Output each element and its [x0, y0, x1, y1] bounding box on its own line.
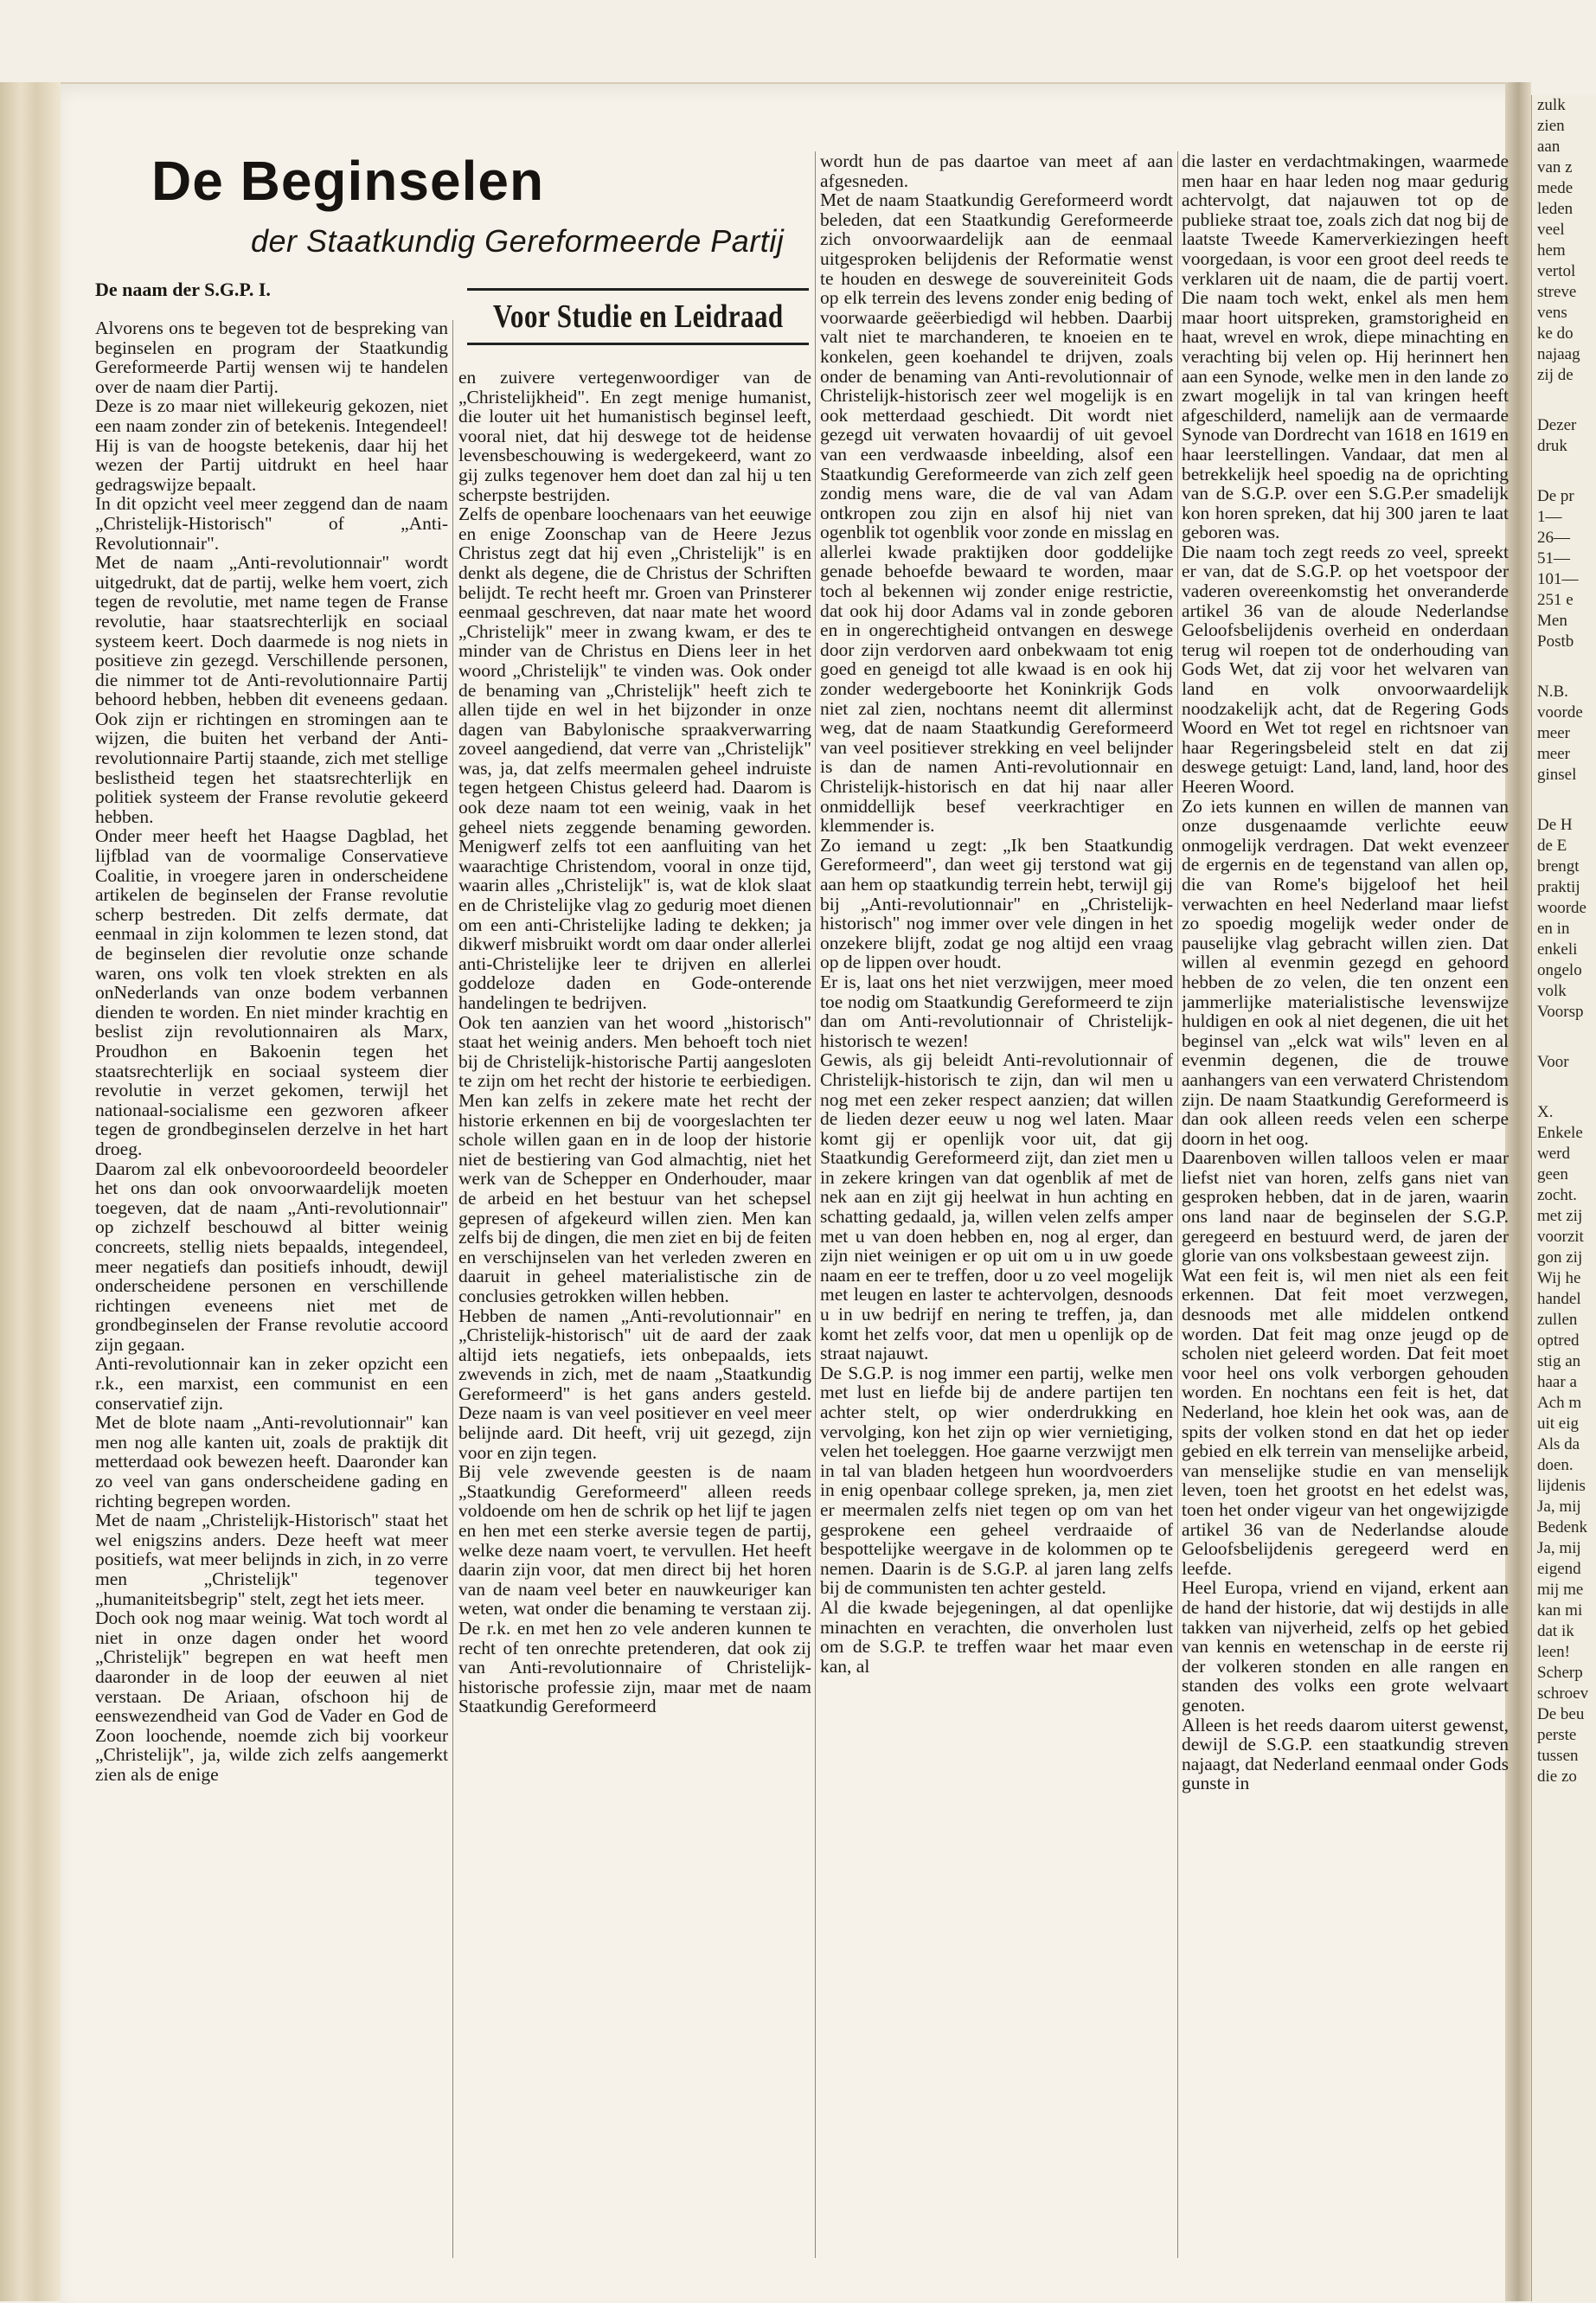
text-fragment: najaag [1537, 345, 1580, 363]
paragraph: Deze is zo maar niet willekeurig gekozen, niet een naam zonder zin of betekenis. Integendeel! Hij is van de hoogste betekenis, daar hij het wezen der Partij uitdrukt en heel haar gedragswijze bepaalt. [95, 395, 448, 495]
text-fragment: Wij he [1537, 1269, 1581, 1287]
paragraph: Daarom zal elk onbevooroordeeld beoordeler het ons dan ook onvoorwaardelijk moeten toegeven, dat de naam „Anti-revolutionnair" op zichzelf beschouwd al bitter weinig concreets, stellig niets bepaalds, integendeel, meer negatiefs dan positiefs inhoudt, dewijl onderscheidene personen en verschillende richtingen eveneens niet met de grondbeginselen der Franse revolutie accoord zijn gegaan. [95, 1158, 448, 1355]
section-heading: De naam der S.G.P. I. [95, 279, 271, 300]
page-gutter [1505, 82, 1531, 2301]
article-title: De Beginselen [151, 150, 545, 212]
text-fragment: Enkele [1537, 1124, 1583, 1142]
fragment-gap [1532, 386, 1596, 415]
text-fragment: hem [1537, 241, 1566, 260]
paragraph: en zuivere vertegenwoordiger van de „Christelijkheid". En zegt menige humanist, die louter uit het humanistisch beginsel leeft, vooral niet, dat hij deswege tot de heidense levensbeschouwing is wedergekeerd, want zo gij zulks tegenover hem doet dan zal hij u ten scherpste bestrijden. [458, 368, 811, 505]
paragraph: wordt hun de pas daartoe van meet af aan afgesneden. [820, 151, 1173, 191]
column-divider [1177, 151, 1178, 2258]
text-fragment: meer [1537, 724, 1570, 742]
text-fragment: Bedenk [1537, 1518, 1588, 1536]
text-fragment: Als da [1537, 1435, 1580, 1453]
text-fragment: N.B. [1537, 683, 1568, 701]
text-fragment: De H [1537, 816, 1573, 834]
paragraph: In dit opzicht veel meer zeggend dan de naam „Christelijk-Historisch" of „Anti-Revolutionnair". [95, 493, 448, 554]
text-fragment: met zij [1537, 1207, 1583, 1225]
text-fragment: vertol [1537, 262, 1576, 280]
text-fragment: druk [1537, 437, 1567, 455]
text-fragment: voorde [1537, 703, 1583, 722]
text-fragment: tussen [1537, 1747, 1579, 1765]
text-fragment: Men [1537, 612, 1567, 630]
text-fragment: leden [1537, 200, 1574, 218]
text-fragment: ongelo [1537, 961, 1582, 979]
text-fragment: doen. [1537, 1456, 1574, 1474]
text-fragment: Ach m [1537, 1394, 1582, 1412]
text-fragment: perste [1537, 1726, 1577, 1744]
paragraph: Met de naam „Christelijk-Historisch" staat het wel enigszins anders. Deze heeft wat meer positiefs, wat meer belijnds in zich, in zo verre men „Christelijk" tegenover „humaniteitsbegrip" stelt, zegt het iets meer. [95, 1510, 448, 1609]
text-fragment: mij me [1537, 1581, 1584, 1599]
text-fragment: Postb [1537, 632, 1574, 651]
text-fragment: zocht. [1537, 1186, 1577, 1204]
text-fragment: 101— [1537, 570, 1579, 588]
text-fragment: kan mi [1537, 1601, 1583, 1620]
paragraph: Bij vele zwevende geesten is de naam „Staatkundig Gereformeerd" alleen reeds voldoende om hen de schrik op het lijf te jagen en hen met een sterke aversie tegen de partij, welke deze naam voert, te vervullen. Het heeft daarin zijn voor, dat men direct bij het horen van de naam veel beter en nauwkeuriger kan weten, wat onder die benaming te verstaan zij. De r.k. en met hen zo vele anderen kunnen te recht of ten onrechte pretenderen, dat ook zij van Anti-revolutionnaire of Christelijk-historische professie zijn, maar met de naam Staatkundig Gereformeerd [458, 1461, 811, 1717]
text-fragment: meer [1537, 745, 1570, 763]
paragraph: Daarenboven willen talloos velen er maar liefst niet van horen, zelfs gans niet van gesproken hebben, dat in de jaren, waarin ons land naar de beginselen der S.G.P. geregeerd en bestuurd werd, de jaren der glorie van ons volksbestaan geweest zijn. [1182, 1147, 1509, 1267]
paragraph: Alvorens ons te begeven tot de bespreking van beginselen en program der Staatkundig Gereformeerde Partij wensen wij te handelen over de naam dier Partij. [95, 318, 448, 397]
text-fragment: haar a [1537, 1373, 1577, 1391]
text-fragment: zullen [1537, 1311, 1578, 1329]
text-fragment: schroev [1537, 1684, 1589, 1703]
text-fragment: lijdenis [1537, 1477, 1586, 1495]
text-fragment: De pr [1537, 487, 1574, 505]
text-fragment: De beu [1537, 1705, 1585, 1723]
text-fragment: veel [1537, 221, 1565, 239]
text-fragment: 251 e [1537, 591, 1574, 609]
text-fragment: enkeli [1537, 940, 1578, 959]
column-divider [815, 151, 816, 2258]
paragraph: Met de blote naam „Anti-revolutionnair" kan men nog alle kanten uit, zoals de praktijk dit metterdaad ook bewezen heeft. Daaronder kan zo veel van gans onderscheidene gading en richting begrepen worden. [95, 1412, 448, 1511]
text-fragment: X. [1537, 1103, 1554, 1121]
text-fragment: en in [1537, 920, 1570, 938]
book-spine [0, 82, 61, 2301]
text-fragment: brengt [1537, 857, 1580, 876]
paragraph: Zo iemand u zegt: „Ik ben Staatkundig Gereformeerd", dan weet gij terstond wat gij aan hem op staatkundig terrein hebt, terwijl gij bij „Anti-revolutionnair" en „Christelijk-historisch" nog immer over vele dingen in het onzekere blijft, zodat ge nog altijd een vraag op de lippen over houdt. [820, 834, 1173, 973]
paragraph: Die naam toch zegt reeds zo veel, spreekt er van, dat de S.G.P. op het voetspoor der vaderen overeenkomstig het onveranderde artikel 36 van de aloude Nederlandse Geloofsbelijdenis overheid en onderdaan terug wil roepen tot de onderhouding van Gods Wet, dat zij voor het welvaren van land en volk onvoorwaardelijk noodzakelijk acht, dat de Regering Gods Woord en Wet tot regel en richtsnoer van haar Regeringsbeleid stelt en dat zij deswege getuigt: Land, land, land, hoor des Heeren Woord. [1182, 541, 1509, 797]
text-fragment: ke do [1537, 324, 1574, 343]
text-fragment: praktij [1537, 878, 1580, 896]
article-subtitle: der Staatkundig Gereformeerde Partij [251, 223, 785, 259]
paragraph: Zelfs de openbare loochenaars van het eeuwige en enige Zoonschap van de Heere Jezus Christus zegt dat hij even „Christelijk" is en denkt als degene, die de Christus der Schriften belijdt. Te recht heeft mr. Groen van Prinsterer eenmaal geschreven, dat naar mate het woord „Christelijk" meer in zwang kwam, er des te minder van de Christus en Diens leer in het woord „Christelijk" te vinden was. Ook onder de benaming van „Christelijk" heeft zich te allen tijde en wel in het bijzonder in onze dagen van Babylonische spraakverwarring zoveel aangediend, dat verre van „Christelijk" was, ja, dat zelfs meermalen geheel indruiste tegen hetgeen Chistus geleerd had. Daarom is ook deze naam tot een weinig, vaak in het geheel niets zeggende benaming geworden. Menigwerf zelfs tot een aanfluiting van het waarachtige Christendom, vooral in onze tijd, waarin alles „Christelijk" is, wat de klok slaat en de Christelijke vlag zo gedurig moet dienen om een anti-Christelijke lading te dekken; ja dikwerf misbruikt wordt om daar onder allerlei anti-Christelijke leer te drijven en allerlei goddeloze daden en Gode-onterende handelingen te bedrijven. [458, 504, 811, 1013]
paragraph: De S.G.P. is nog immer een partij, welke men met lust en liefde bij de andere partijen ten achter stelt, op wier onderdrukking en vervolging, kon het zijn op wier vernietiging, velen het toeleggen. Hoe gaarne verzwijgt men in tal van bladen hetgeen hun woordvoerders in enig openbaar college spreken, ja, men ziet er meermalen zelfs niet tegen op om van het gesprokene een geheel verdraaide of bespottelijke weergave in de kolommen op te nemen. Daarin is de S.G.P. al jaren lang zelfs bij de communisten ten achter gesteld. [820, 1362, 1173, 1599]
text-fragment: ginsel [1537, 766, 1577, 784]
text-fragment: uit eig [1537, 1415, 1580, 1433]
text-fragment: van z [1537, 158, 1573, 176]
fragment-gap [1532, 1023, 1596, 1052]
text-fragment: de E [1537, 837, 1567, 855]
text-fragment: streve [1537, 283, 1577, 301]
column-divider [452, 320, 453, 2258]
text-fragment: zij de [1537, 366, 1574, 384]
paragraph: Met de naam Staatkundig Gereformeerd wordt beleden, dat een Staatkundig Gereformeerde zich onvoorwaardelijk aan de eenmaal uitgesproken belijdenis der Reformatie wenst te houden en deswege de souvereiniteit Gods op elk terrein des levens zonder enig beding of voorwaarde geëerbiedigd wil hebben. Daarbij valt niet te marchanderen, te knoeien en te konkelen, geen koehandel te drijven, zoals onder de benaming van Anti-revolutionnair of Christelijk-historisch zeer wel mogelijk is en ook metterdaad geschiedt. Dit wordt niet gezegd uit verwaten hovaardij of uit gevoel van een verdwaasde inbeelding, alsof een Staatkundig Gereformeerde van zich zelf geen zondig mens ware, die de val van Adam ontkropen zou zijn en alsof hij niet van ogenblik tot ogenblik voor zonde en misslag en allerlei kwade praktijken door goddelijke genade behoefde bewaard te worden, maar toch al bekennen wij zonder enige restrictie, dat ook hij door Adams val in zonde geboren en in ongerechtigheid ontvangen en deswege door zijn verdorven aard onbekwaam tot enig goed en geneigd tot alle kwaad is en ook hij zonder wedergeboorte het Koninkrijk Gods niet zal zien, nochtans neemt dit allerminst weg, dat de naam Staatkundig Gereformeerd van veel positiever strekking en veel belijnder is dan de namen Anti-revolutionnair en Christelijk-historisch en dat hij naar aller onmiddellijk besef veerkrachtiger en klemmender is. [820, 189, 1173, 837]
fragment-gap [1532, 1073, 1596, 1102]
text-fragment: Voorsp [1537, 1003, 1584, 1021]
text-fragment: 51— [1537, 549, 1570, 568]
text-fragment: mede [1537, 179, 1574, 197]
paragraph: Gewis, als gij beleidt Anti-revolutionnair of Christelijk-historisch te zijn, dan wil men u nog met een zeker respect aanzien; dat willen de lieden dezer eeuw u nog wel laten. Maar komt gij er openlijk voor uit, dat gij Staatkundig Gereformeerd zijt, dan ziet men u in zekere kringen van dat ogenblik af met de nek aan en zijt gij heelwat in hun achting en schatting gedaald, ja, willen velen zelfs amper met u van doen hebben en, nog al erger, dan zijn niet weinigen er op uit om u in uw goede naam en eer te treffen, door u zo veel mogelijk met leugen en laster te achtervolgen, desnoods u in uw bedrijf en nering te treffen, ja, dan komt het zelfs voor, dat men u openlijk op de straat najauwt. [820, 1049, 1173, 1364]
text-fragment: 1— [1537, 508, 1562, 526]
paragraph: Zo iets kunnen en willen de mannen van onze dusgenaamde verlichte eeuw onmogelijk verdragen. Dat wekt evenzeer de ergernis en de tegenstand van allen op, die van Rome's bijgeloof het heil verwachten en heel Nederland maar liefst zo spoedig mogelijk weder onder de pauselijke vlag gebracht willen zien. Dat willen al evenmin gezegd en gehoord hebben de zo velen, die ten onzent een jammerlijke materialistische levenswijze huldigen en ook al niet degenen, die uit het beginsel van „elck wat wils" leven en al evenmin degenen, die de trouwe aanhangers van een verwaterd Christendom zijn. De naam Staatkundig Gereformeerd is dan ook alleen reeds velen een scherpe doorn in het oog. [1182, 795, 1509, 1149]
text-fragment: Voor [1537, 1053, 1569, 1071]
text-fragment: werd [1537, 1145, 1570, 1163]
fragment-gap [1532, 652, 1596, 682]
rubric-box [467, 288, 809, 345]
text-fragment: handel [1537, 1290, 1581, 1308]
text-fragment: eigend [1537, 1560, 1581, 1578]
paragraph: Alleen is het reeds daarom uiterst gewenst, dewijl de S.G.P. een staatkundig streven najaagt, dat Nederland eenmaal onder Gods gunste in [1182, 1714, 1509, 1794]
fragment-gap [1532, 786, 1596, 815]
text-fragment: Scherp [1537, 1664, 1583, 1682]
text-fragment: Ja, mij [1537, 1498, 1581, 1516]
text-fragment: voorzit [1537, 1228, 1584, 1246]
text-column-1 [95, 318, 448, 2265]
text-fragment: aan [1537, 138, 1561, 156]
adjacent-page-fragment [1531, 95, 1596, 2301]
text-fragment: Ja, mij [1537, 1539, 1581, 1557]
paragraph: Wat een feit is, wil men niet als een feit erkennen. Dat feit moet verzwegen, desnoods met alle middelen ontkend worden. Dat feit mag onze jeugd op de scholen niet geleerd worden. Dat feit moet voor heel ons volk verborgen gehouden worden. En nochtans een feit is het, dat Nederland, hoe klein het ook was, aan de spits der volken stond en dat het op ieder gebied en elk terrein van menselijke arbeid, van menselijke studie en van menselijk leven, toen het grootst en het edelst was, toen het onder vigeur van het ongewijzigde artikel 36 van de Nederlandse aloude Geloofsbelijdenis geregeerd werd en leefde. [1182, 1264, 1509, 1579]
text-fragment: geen [1537, 1165, 1568, 1184]
text-fragment: 26— [1537, 529, 1570, 547]
text-fragment: die zo [1537, 1767, 1577, 1786]
text-fragment: vens [1537, 304, 1567, 322]
text-column-3 [820, 151, 1173, 2267]
text-column-4 [1182, 151, 1509, 2267]
paragraph: Ook ten aanzien van het woord „historisch" staat het weinig anders. Men behoeft toch niet bij de Christelijk-historische Partij aangesloten te zijn om het recht der historie te eerbiedigen. Men kan zelfs in zekere mate het recht der historie erkennen en bij de voorgeslachten ter schole willen gaan en in de loop der historie niet de bestiering van God almachtig, niet het werk van de Schepper en Onderhouder, maar de arbeid en het bestuur van het schepsel gepresen of afgekeurd willen zien. Men kan zelfs bij de dingen, die men ziet en bij de feiten en verschijnselen van het verleden zweren en daaruit in geheel materialistische zin de conclusies getrokken willen hebben. [458, 1011, 811, 1306]
text-fragment: stig an [1537, 1352, 1581, 1370]
text-column-2 [458, 368, 811, 2267]
rubric-label: Voor Studie en Leidraad [492, 298, 784, 335]
text-fragment: gon zij [1537, 1248, 1583, 1267]
fragment-gap [1532, 457, 1596, 486]
text-fragment: Dezer [1537, 416, 1577, 434]
text-fragment: zien [1537, 117, 1565, 135]
text-fragment: optred [1537, 1331, 1580, 1350]
paragraph: Al die kwade bejegeningen, al dat openlijke minachten en verachten, die onverholen lust om de S.G.P. te treffen waar het maar even kan, al [820, 1596, 1173, 1677]
text-fragment: zulk [1537, 96, 1566, 114]
paragraph: Met de naam „Anti-revolutionnair" wordt uitgedrukt, dat de partij, welke hem voert, zich tegen de revolutie, met name tegen de Franse revolutie, haar staatsrechterlijk en sociaal systeem keert. Doch daarmede is nog niets in positieve zin gezegd. Verschillende personen, die nimmer tot de Anti-revolutionnaire Partij behoord hebben, hebben dit eveneens gedaan. Ook zijn er richtingen en stromingen aan te wijzen, die buiten het verband der Anti-revolutionnaire Partij staande, zich met stellige beslistheid tegen het staatsrechterlijk en politiek systeem der Franse revolutie gekeerd hebben. [95, 552, 448, 827]
text-fragment: dat ik [1537, 1622, 1574, 1640]
paragraph: Heel Europa, vriend en vijand, erkent aan de hand der historie, dat wij destijds in alle takken van nijverheid, zelfs op het gebied van kennis en wetenschap in de eerste rij der volkeren stonden en alle rangen en standen des volks een grote welvaart genoten. [1182, 1577, 1509, 1716]
paragraph: Er is, laat ons het niet verzwijgen, meer moed toe nodig om Staatkundig Gereformeerd te zijn dan om Anti-revolutionnair of Christelijk-historisch te wezen! [820, 971, 1173, 1051]
paragraph: Doch ook nog maar weinig. Wat toch wordt al niet in onze dagen onder het woord „Christelijk" begrepen en wat heeft men daaronder in de loop der eeuwen al niet verstaan. De Ariaan, ofschoon hij de eenswezendheid van God de Vader en God de Zoon loochende, noemde zich bij voorkeur „Christelijk", ja, wilde zich zelfs aangemerkt zien als de enige [95, 1607, 448, 1785]
paragraph: Onder meer heeft het Haagse Dagblad, het lijfblad van de voormalige Conservatieve Coalitie, in vroegere jaren in onderscheidene artikelen de beginselen der Franse revolutie scherp bestreden. Dit zelfs dermate, dat eenmaal in zijn kolommen te lezen stond, dat de beginselen dier revolutie onze schande waren, ons volk ten vloek strekten en als onNederlands van onze bodem verbannen dienden te worden. En niet minder krachtig en beslist zijn revolutionnairen als Marx, Proudhon en Bakoenin tegen het staatsrechterlijk en sociaal systeem dier revolutie in verzet gekomen, terwijl het nationaal-socialisme een gezworen afkeer tegen de grondbeginselen derzelve in het hart droeg. [95, 825, 448, 1159]
paragraph: Hebben de namen „Anti-revolutionnair" en „Christelijk-historisch" uit de aard der zaak altijd iets negatiefs, iets onbepaalds, iets zwevends in zich, met de naam „Staatkundig Gereformeerd" is het gans anders gesteld. Deze naam is van veel positiever en veel meer belijnde aard. Dit heeft, vrij uit gezegd, zijn voor en zijn tegen. [458, 1305, 811, 1463]
paragraph: Anti-revolutionnair kan in zeker opzicht een r.k., een marxist, een communist en een conservatief zijn. [95, 1353, 448, 1414]
text-fragment: woorde [1537, 899, 1586, 917]
text-fragment: leen! [1537, 1643, 1570, 1661]
text-fragment: volk [1537, 982, 1567, 1000]
paragraph: die laster en verdachtmakingen, waarmede men haar en haar leden nog maar gedurig achtervolgt, dat najauwen tot op de publieke straat toe, zoals zich dat nog bij de laatste Tweede Kamerverkiezingen heeft voorgedaan, is voor een groot deel reeds te verklaren uit de naam, die de partij voert. Die naam toch wekt, enkel als men hem maar hoort uitspreken, gramstorigheid en haat, wrevel en wrok, diepe minachting en verachting bij velen op. Hij herinnert hen aan een Synode, welke men in den lande zo zwart mogelijk in tal van kringen heeft afgeschilderd, namelijk aan de vermaarde Synode van Dordrecht van 1618 en 1619 en haar leerstellingen. Vandaar, dat men al betrekkelijk heel spoedig na de oprichting van de S.G.P. over een S.G.P.er smadelijk kon horen spreken, dat hij 300 jaren te laat geboren was. [1182, 151, 1509, 543]
